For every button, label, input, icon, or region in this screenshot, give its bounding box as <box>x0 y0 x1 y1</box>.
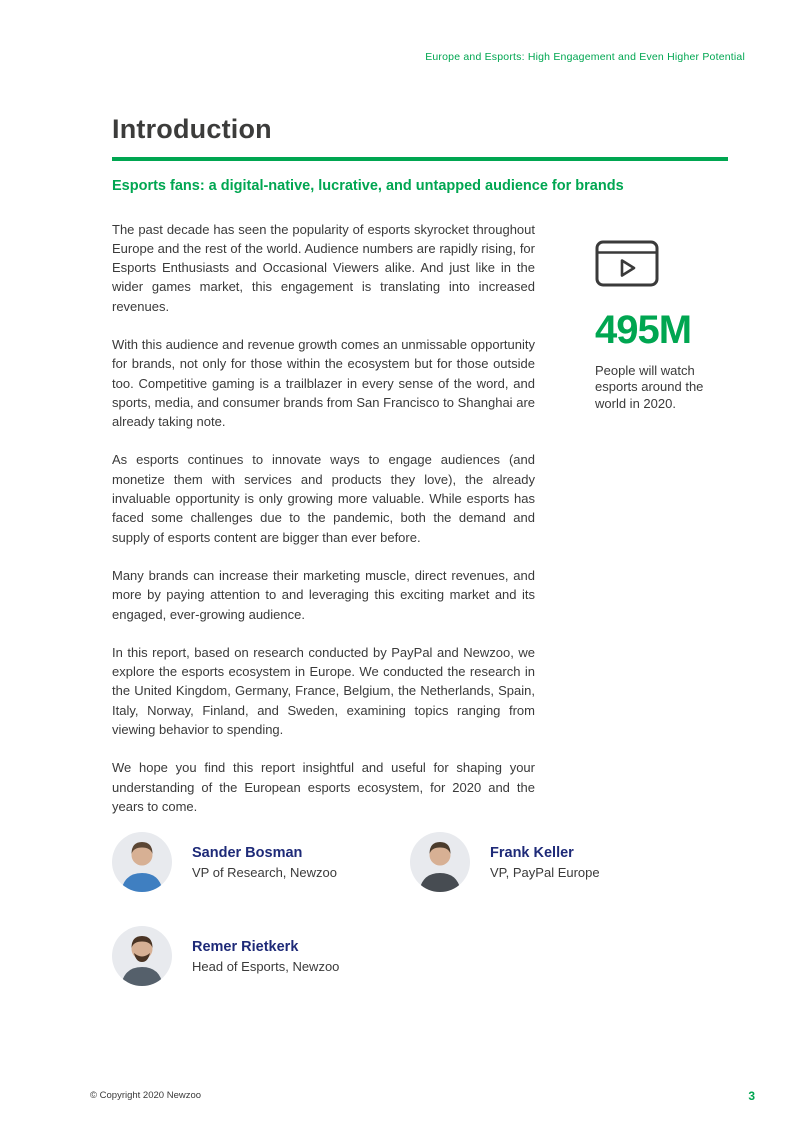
author-text <box>192 845 337 880</box>
page-number: 3 <box>748 1089 755 1103</box>
video-player-icon <box>595 274 659 291</box>
running-header: Europe and Esports: High Engagement and Even Higher Potential <box>425 51 745 63</box>
stat-caption: People will watch esports around the world in 2020. <box>595 362 704 411</box>
title-divider <box>112 157 728 161</box>
avatar <box>112 832 172 892</box>
author-name: Sander Bosman <box>192 844 303 861</box>
stat-value: 495M <box>595 307 692 352</box>
paragraph: The past decade has seen the popularity of esports skyrocket throughout Europe and the rest of the world. Audience numbers are rapidly rising, for Esports Enthusiasts and Occasional Viewers alike. And just like in the wider games market, this engagement is translating into increased revenues. <box>112 221 535 314</box>
main-row <box>112 220 728 817</box>
section-subtitle: Esports fans: a digital-native, lucrative, and untapped audience for brands <box>112 177 624 194</box>
page-title: Introduction <box>112 114 272 144</box>
paragraph: We hope you find this report insightful and useful for shaping your understanding of the European esports ecosystem, for 2020 and the years to come. <box>112 760 535 814</box>
paragraph: As esports continues to innovate ways to engage audiences (and monetize them with services and products they love), the already invaluable opportunity is only growing more valuable. While esports has faced some challenges due to the pandemic, both the demand and supply of esports content are bigger than ever before. <box>112 452 535 545</box>
stat-sidebar <box>595 220 728 817</box>
author-title: VP, PayPal Europe <box>490 864 600 880</box>
author-name: Remer Rietkerk <box>192 938 299 955</box>
author-text <box>490 845 600 880</box>
footer-copyright: © Copyright 2020 Newzoo <box>90 1090 202 1101</box>
author-card <box>112 832 410 892</box>
author-name: Frank Keller <box>490 844 574 861</box>
avatar <box>112 926 172 986</box>
page-content <box>112 114 728 986</box>
author-card <box>112 926 410 986</box>
paragraph: In this report, based on research conducted by PayPal and Newzoo, we explore the esports ecosystem in Europe. We conducted the research in the United Kingdom, Germany, France, Belgium, the Netherlands, Spain, Italy, Norway, Finland, and Sweden, examining topics ranging from viewing behavior to spending. <box>112 644 535 738</box>
paragraph: Many brands can increase their marketing muscle, direct revenues, and more by paying attention to and leveraging this exciting market and its engaged, ever-growing audience. <box>112 567 535 622</box>
paragraph: With this audience and revenue growth comes an unmissable opportunity for brands, not only for those within the ecosystem but for those outside too. Competitive gaming is a trailblazer in every sense of the word, and sports, media, and consumer brands from San Francisco to Shanghai are already taking note. <box>112 336 535 430</box>
author-card <box>410 832 728 892</box>
authors-section <box>112 832 728 986</box>
avatar <box>410 832 470 892</box>
author-text <box>192 939 339 974</box>
body-text-column <box>112 220 535 817</box>
author-title: Head of Esports, Newzoo <box>192 958 340 974</box>
author-title: VP of Research, Newzoo <box>192 864 337 880</box>
